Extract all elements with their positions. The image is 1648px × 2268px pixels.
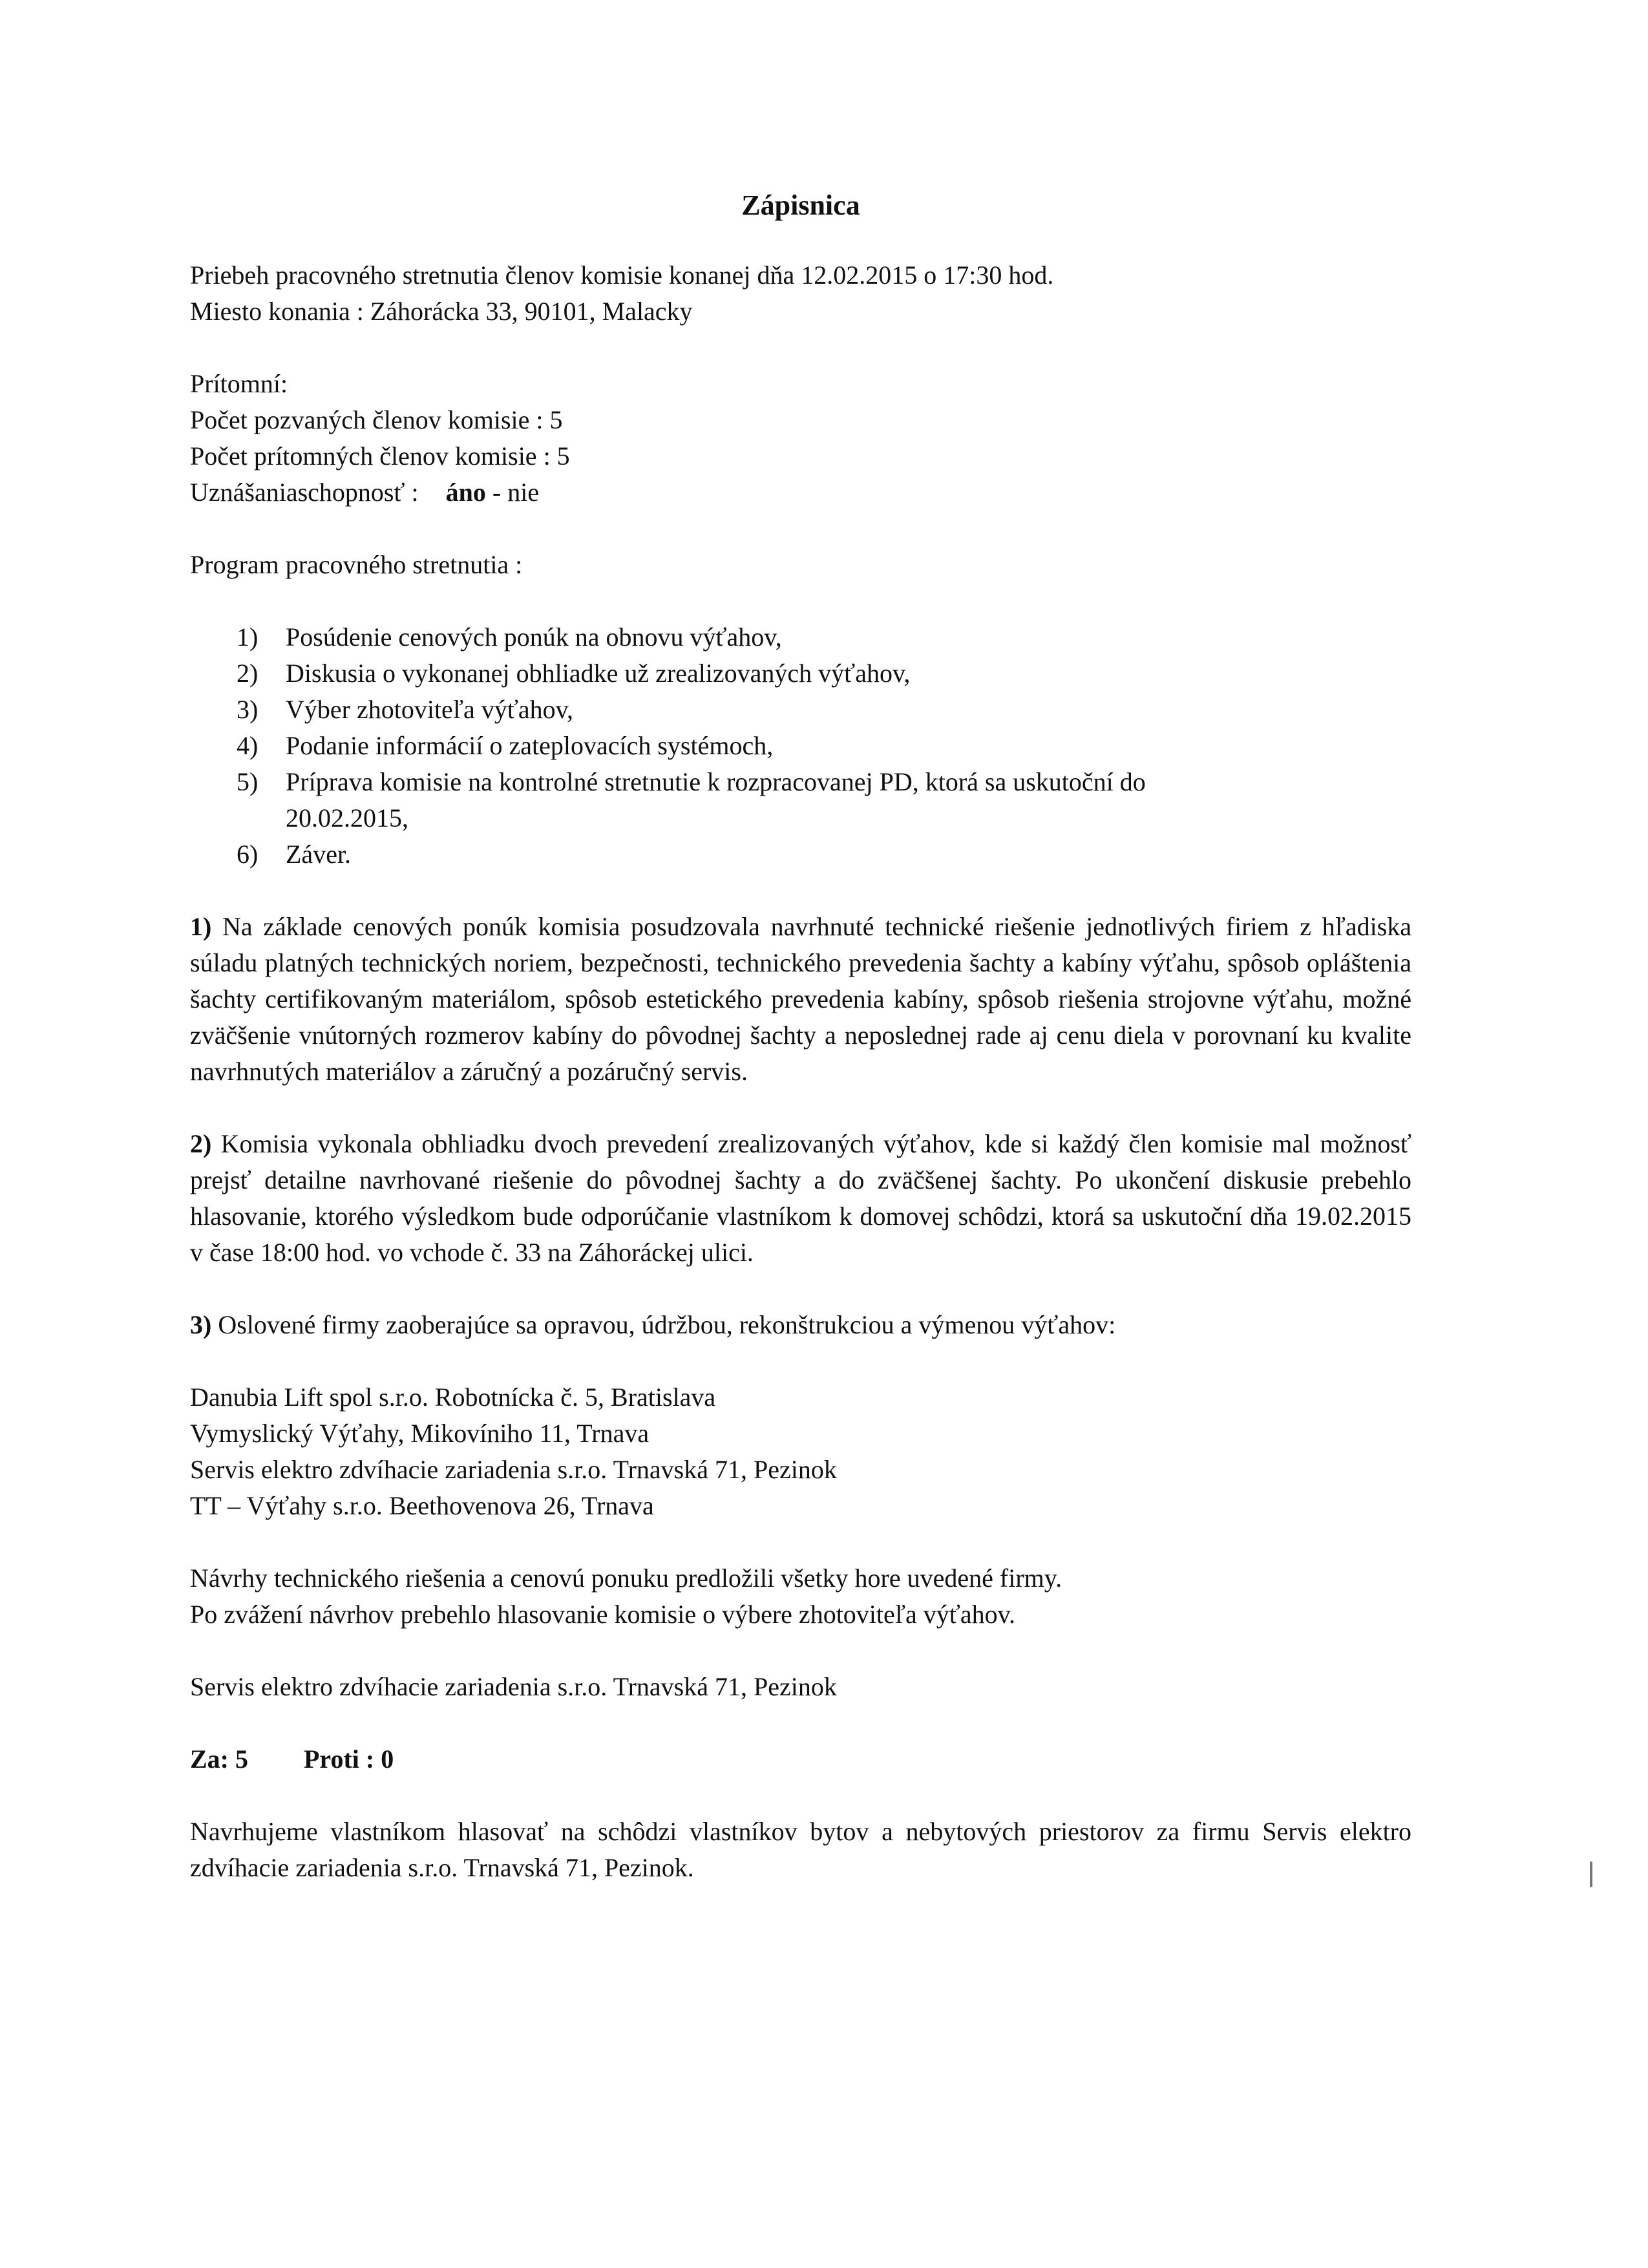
document-title: Zápisnica — [741, 189, 860, 221]
program-heading: Program pracovného stretnutia : — [190, 550, 523, 579]
quorum — [190, 474, 1411, 511]
meeting-info: Priebeh pracovného stretnutia členov komisie konanej dňa 12.02.2015 o 17:30 hod. — [190, 260, 1054, 290]
list-item: 5) Príprava komisie na kontrolné stretnutie k rozpracovanej PD, ktorá sa uskutoční do 20.02.2015, — [237, 767, 1146, 832]
list-item: 6) Záver. — [237, 840, 352, 869]
scan-mark — [1590, 1861, 1592, 1887]
firm-list — [190, 1379, 1411, 1524]
list-item: Servis elektro zdvíhacie zariadenia s.r.o. Trnavská 71, Pezinok — [190, 1455, 837, 1484]
vote-result — [190, 1741, 1411, 1777]
section-3: 3) Oslovené firmy zaoberajúce sa opravou, údržbou, rekonštrukciou a výmenou výťahov: — [190, 1310, 1116, 1339]
list-item: 1) Posúdenie cenových ponúk na obnovu výťahov, — [237, 622, 782, 652]
selected-firm: Servis elektro zdvíhacie zariadenia s.r.o. Trnavská 71, Pezinok — [190, 1672, 837, 1701]
present-label: Prítomní: — [190, 369, 288, 398]
vote-against: Proti : 0 — [304, 1744, 394, 1774]
list-item: 4) Podanie informácií o zateplovacích systémoch, — [237, 731, 774, 760]
recommendation: Navrhujeme vlastníkom hlasovať na schôdzi vlastníkov bytov a nebytových priestorov za firmu Servis elektro zdvíhacie zariadenia s.r.o. Trnavská 71, Pezinok. — [190, 1817, 1411, 1882]
list-item: 3) Výber zhotoviteľa výťahov, — [237, 695, 574, 724]
document-body — [190, 257, 1411, 1886]
proposals-line-1: Návrhy technického riešenia a cenovú ponuku predložili všetky hore uvedené firmy. — [190, 1563, 1062, 1593]
section-2: 2) Komisia vykonala obhliadku dvoch prevedení zrealizovaných výťahov, kde si každý člen komisie mal možnosť prejsť detailne navrhované riešenie do pôvodnej šachty a do zväčšenej šachty. Po ukončení diskusie prebehlo hlasovanie, ktorého výsledkom bude odporúčanie vlastníkom k domovej schôdzi, ktorá sa uskutoční dňa 19.02.2015 v čase 18:00 hod. vo vchode č. 33 na Záhoráckej ulici. — [190, 1129, 1412, 1267]
present-count: Počet prítomných členov komisie : 5 — [190, 441, 570, 471]
quorum-no: - nie — [485, 478, 540, 507]
quorum-yes: áno — [445, 478, 486, 507]
vote-for: Za: 5 — [190, 1744, 248, 1774]
quorum-label: Uznášaniaschopnosť : — [190, 478, 419, 507]
section-1: 1) Na základe cenových ponúk komisia posudzovala navrhnuté technické riešenie jednotlivých firiem z hľadiska súladu platných technických noriem, bezpečnosti, technického prevedenia šachty a kabíny výťahu, spôsob opláštenia šachty certifikovaným materiálom, spôsob estetického prevedenia kabíny, spôsob riešenia strojovne výťahu, možné zväčšenie vnútorných rozmerov kabíny do pôvodnej šachty a neposlednej rade aj cenu diela v porovnaní ku kvalite navrhnutých materiálov a záručný a pozáručný servis. — [190, 912, 1412, 1086]
list-item: Vymyslický Výťahy, Mikovíniho 11, Trnava — [190, 1419, 650, 1448]
list-item: Danubia Lift spol s.r.o. Robotnícka č. 5, Bratislava — [190, 1383, 716, 1412]
list-item: 2) Diskusia o vykonanej obhliadke už zrealizovaných výťahov, — [237, 659, 911, 688]
list-item: TT – Výťahy s.r.o. Beethovenova 26, Trnava — [190, 1491, 654, 1520]
program-list — [190, 619, 1411, 873]
invited-count: Počet pozvaných členov komisie : 5 — [190, 405, 563, 434]
meeting-location: Miesto konania : Záhorácka 33, 90101, Malacky — [190, 297, 693, 326]
document-page — [190, 0, 1411, 2268]
proposals-line-2: Po zvážení návrhov prebehlo hlasovanie komisie o výbere zhotoviteľa výťahov. — [190, 1600, 1016, 1629]
